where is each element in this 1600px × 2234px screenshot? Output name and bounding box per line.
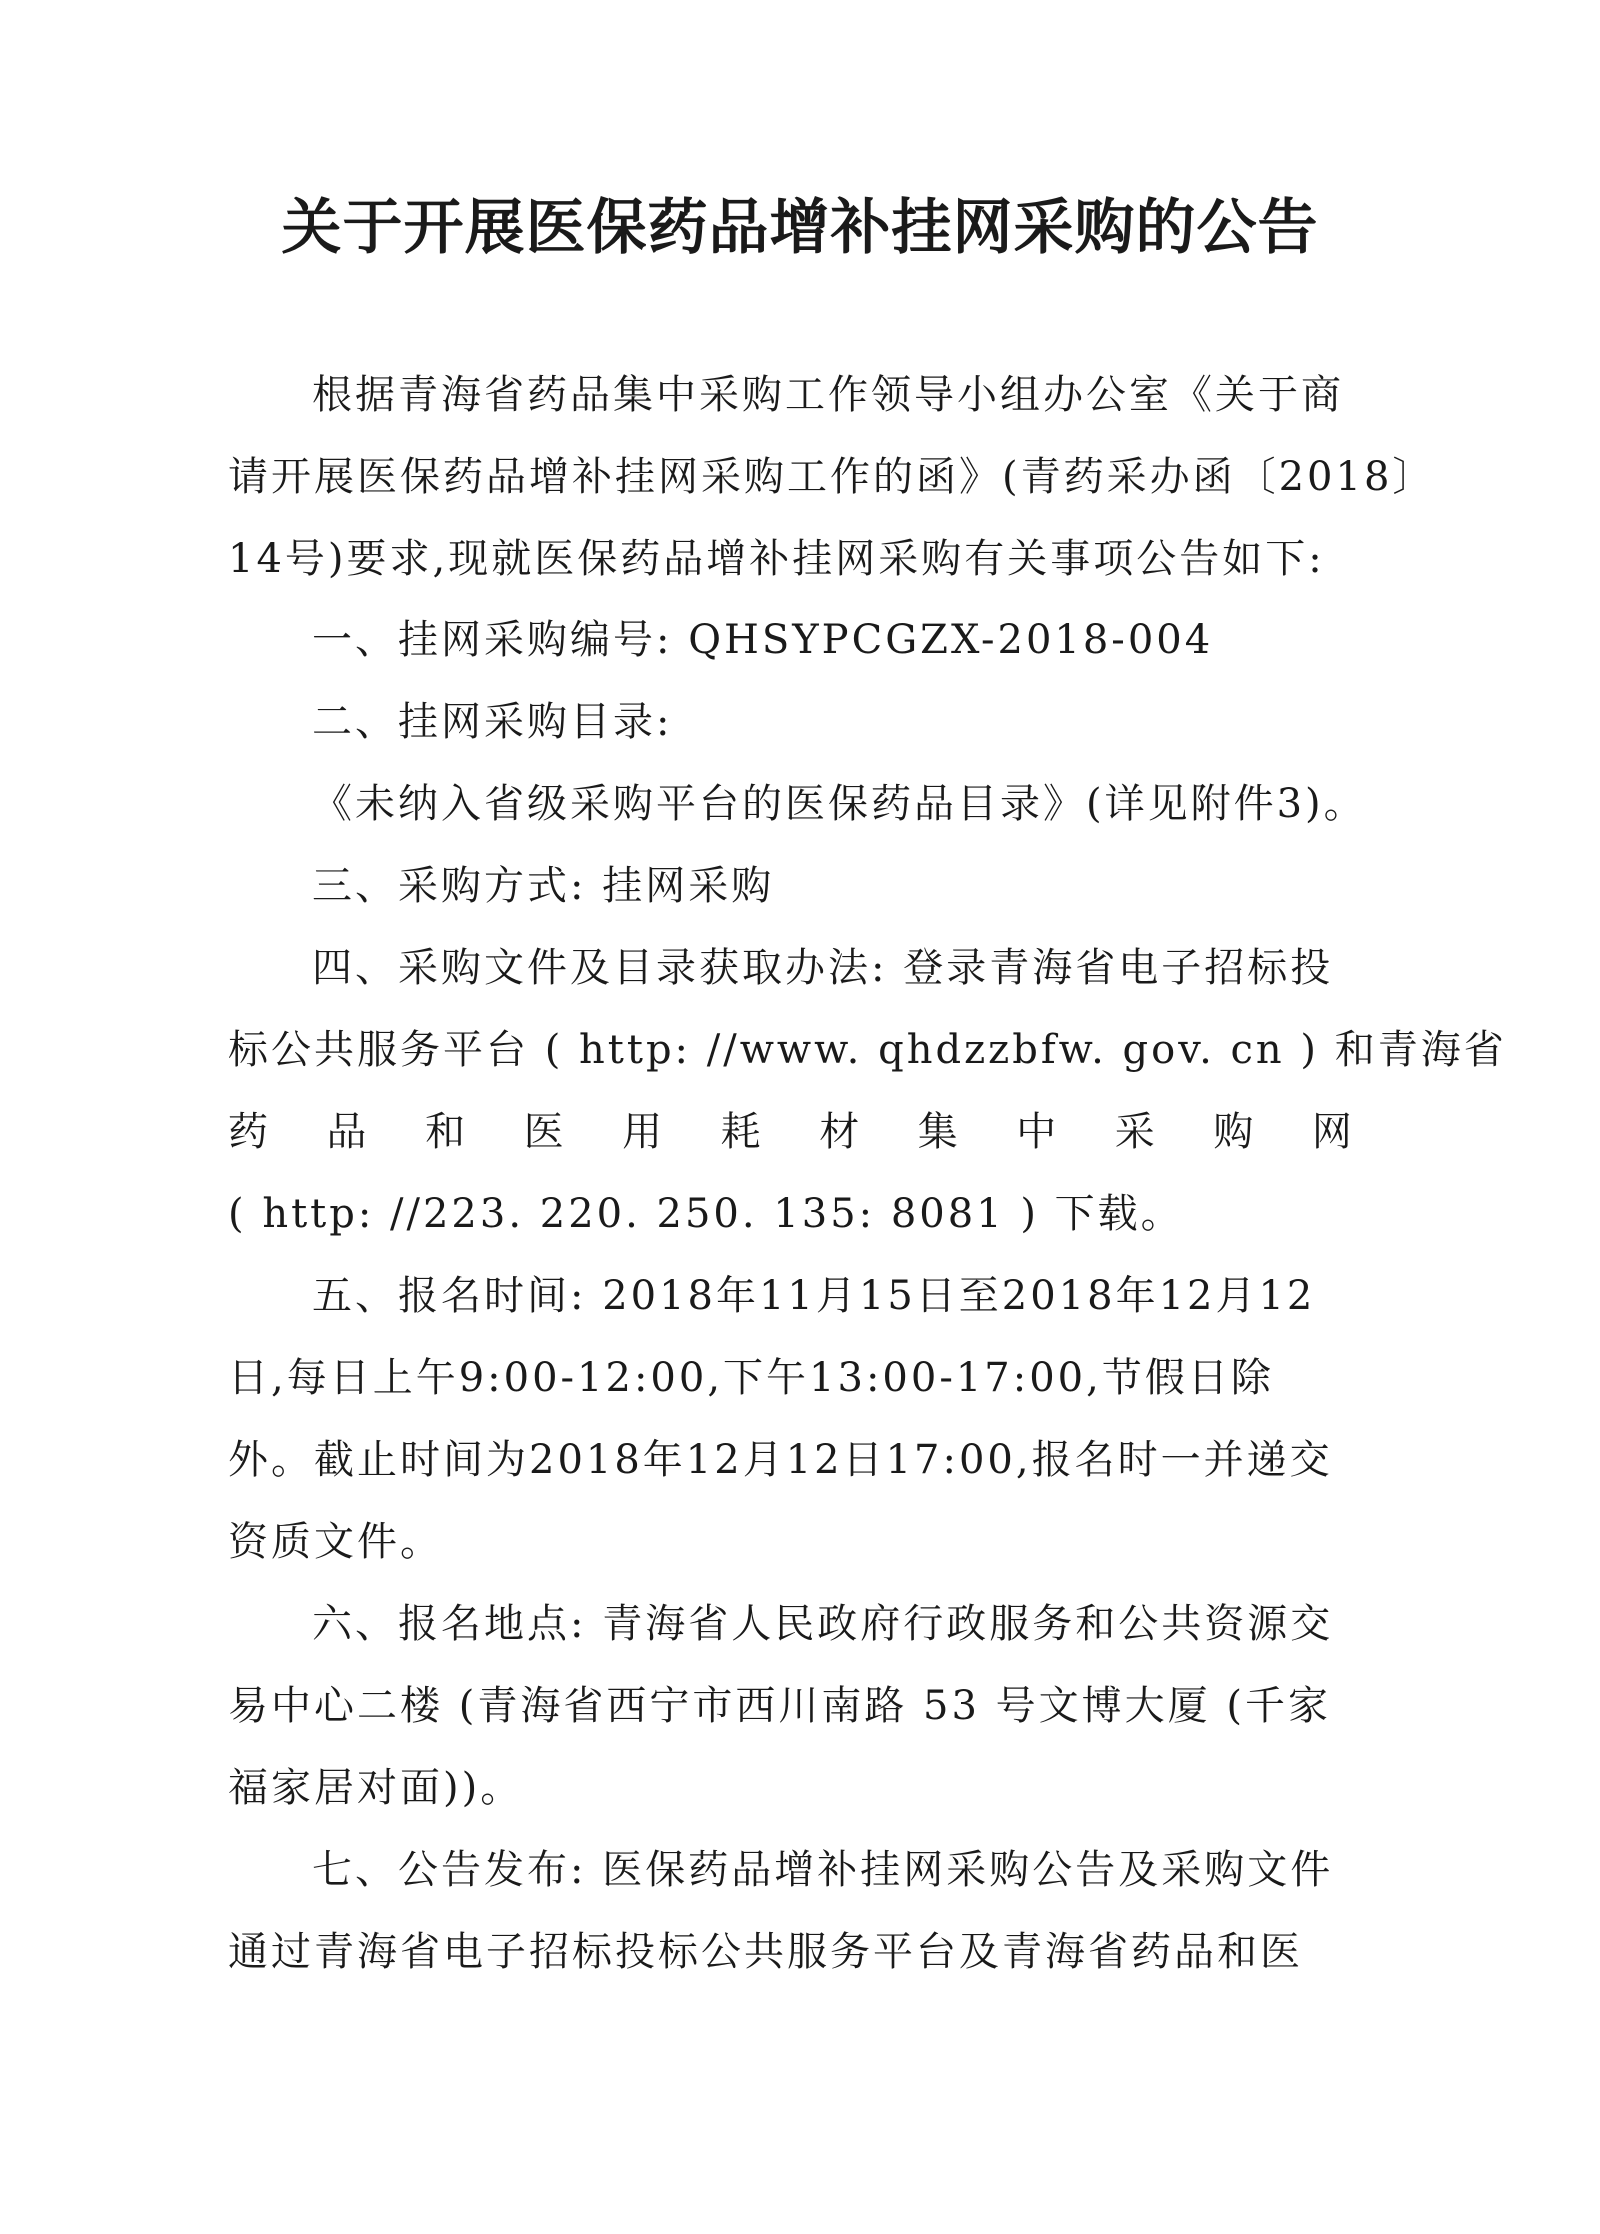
spread-char: 用 bbox=[622, 1109, 663, 1155]
section-item-6: 六、报名地点: 青海省人民政府行政服务和公共资源交 bbox=[312, 1601, 1334, 1647]
section-item-7: 七、公告发布: 医保药品增补挂网采购公告及采购文件 bbox=[312, 1847, 1334, 1893]
paragraph-line: 资质文件。 bbox=[228, 1519, 443, 1565]
spread-char: 品 bbox=[326, 1109, 367, 1155]
section-item-1: 一、挂网采购编号: QHSYPCGZX-2018-004 bbox=[312, 617, 1214, 663]
paragraph-line: ( http: //223. 220. 250. 135: 8081 ) 下载。 bbox=[228, 1191, 1184, 1237]
spread-char: 医 bbox=[523, 1109, 564, 1155]
spread-char: 集 bbox=[917, 1109, 958, 1155]
spread-char: 网 bbox=[1311, 1109, 1352, 1155]
paragraph-line: 请开展医保药品增补挂网采购工作的函》(青药采办函〔2018〕 bbox=[228, 454, 1436, 500]
spread-char: 药 bbox=[228, 1109, 268, 1155]
spread-line bbox=[228, 1104, 1352, 1160]
spread-char: 耗 bbox=[720, 1109, 761, 1155]
section-item-4: 四、采购文件及目录获取办法: 登录青海省电子招标投 bbox=[312, 945, 1334, 991]
spread-char: 和 bbox=[425, 1109, 466, 1155]
paragraph-line: 易中心二楼 (青海省西宁市西川南路 53 号文博大厦 (千家 bbox=[228, 1683, 1331, 1729]
paragraph-line: 标公共服务平台 ( http: //www. qhdzzbfw. gov. cn ) 和青海省 bbox=[228, 1027, 1507, 1073]
paragraph-line: 通过青海省电子招标投标公共服务平台及青海省药品和医 bbox=[228, 1929, 1303, 1975]
paragraph-line: 根据青海省药品集中采购工作领导小组办公室《关于商 bbox=[312, 372, 1344, 418]
paragraph-line: 福家居对面))。 bbox=[228, 1765, 524, 1811]
spread-char: 中 bbox=[1016, 1109, 1057, 1155]
spread-char: 材 bbox=[819, 1109, 860, 1155]
spread-char: 购 bbox=[1213, 1109, 1254, 1155]
paragraph-line: 14号)要求,现就医保药品增补挂网采购有关事项公告如下: bbox=[228, 536, 1325, 582]
section-item-2: 二、挂网采购目录: bbox=[312, 699, 673, 745]
paragraph-line: 外。截止时间为2018年12月12日17:00,报名时一并递交 bbox=[228, 1437, 1333, 1483]
section-item-3: 三、采购方式: 挂网采购 bbox=[312, 863, 775, 909]
section-item-5: 五、报名时间: 2018年11月15日至2018年12月12 bbox=[312, 1273, 1316, 1319]
document-title: 关于开展医保药品增补挂网采购的公告 bbox=[281, 193, 1319, 263]
spread-char: 采 bbox=[1114, 1109, 1155, 1155]
catalog-line: 《未纳入省级采购平台的医保药品目录》(详见附件3)。 bbox=[312, 781, 1367, 827]
paragraph-line: 日,每日上午9:00-12:00,下午13:00-17:00,节假日除 bbox=[228, 1355, 1274, 1401]
